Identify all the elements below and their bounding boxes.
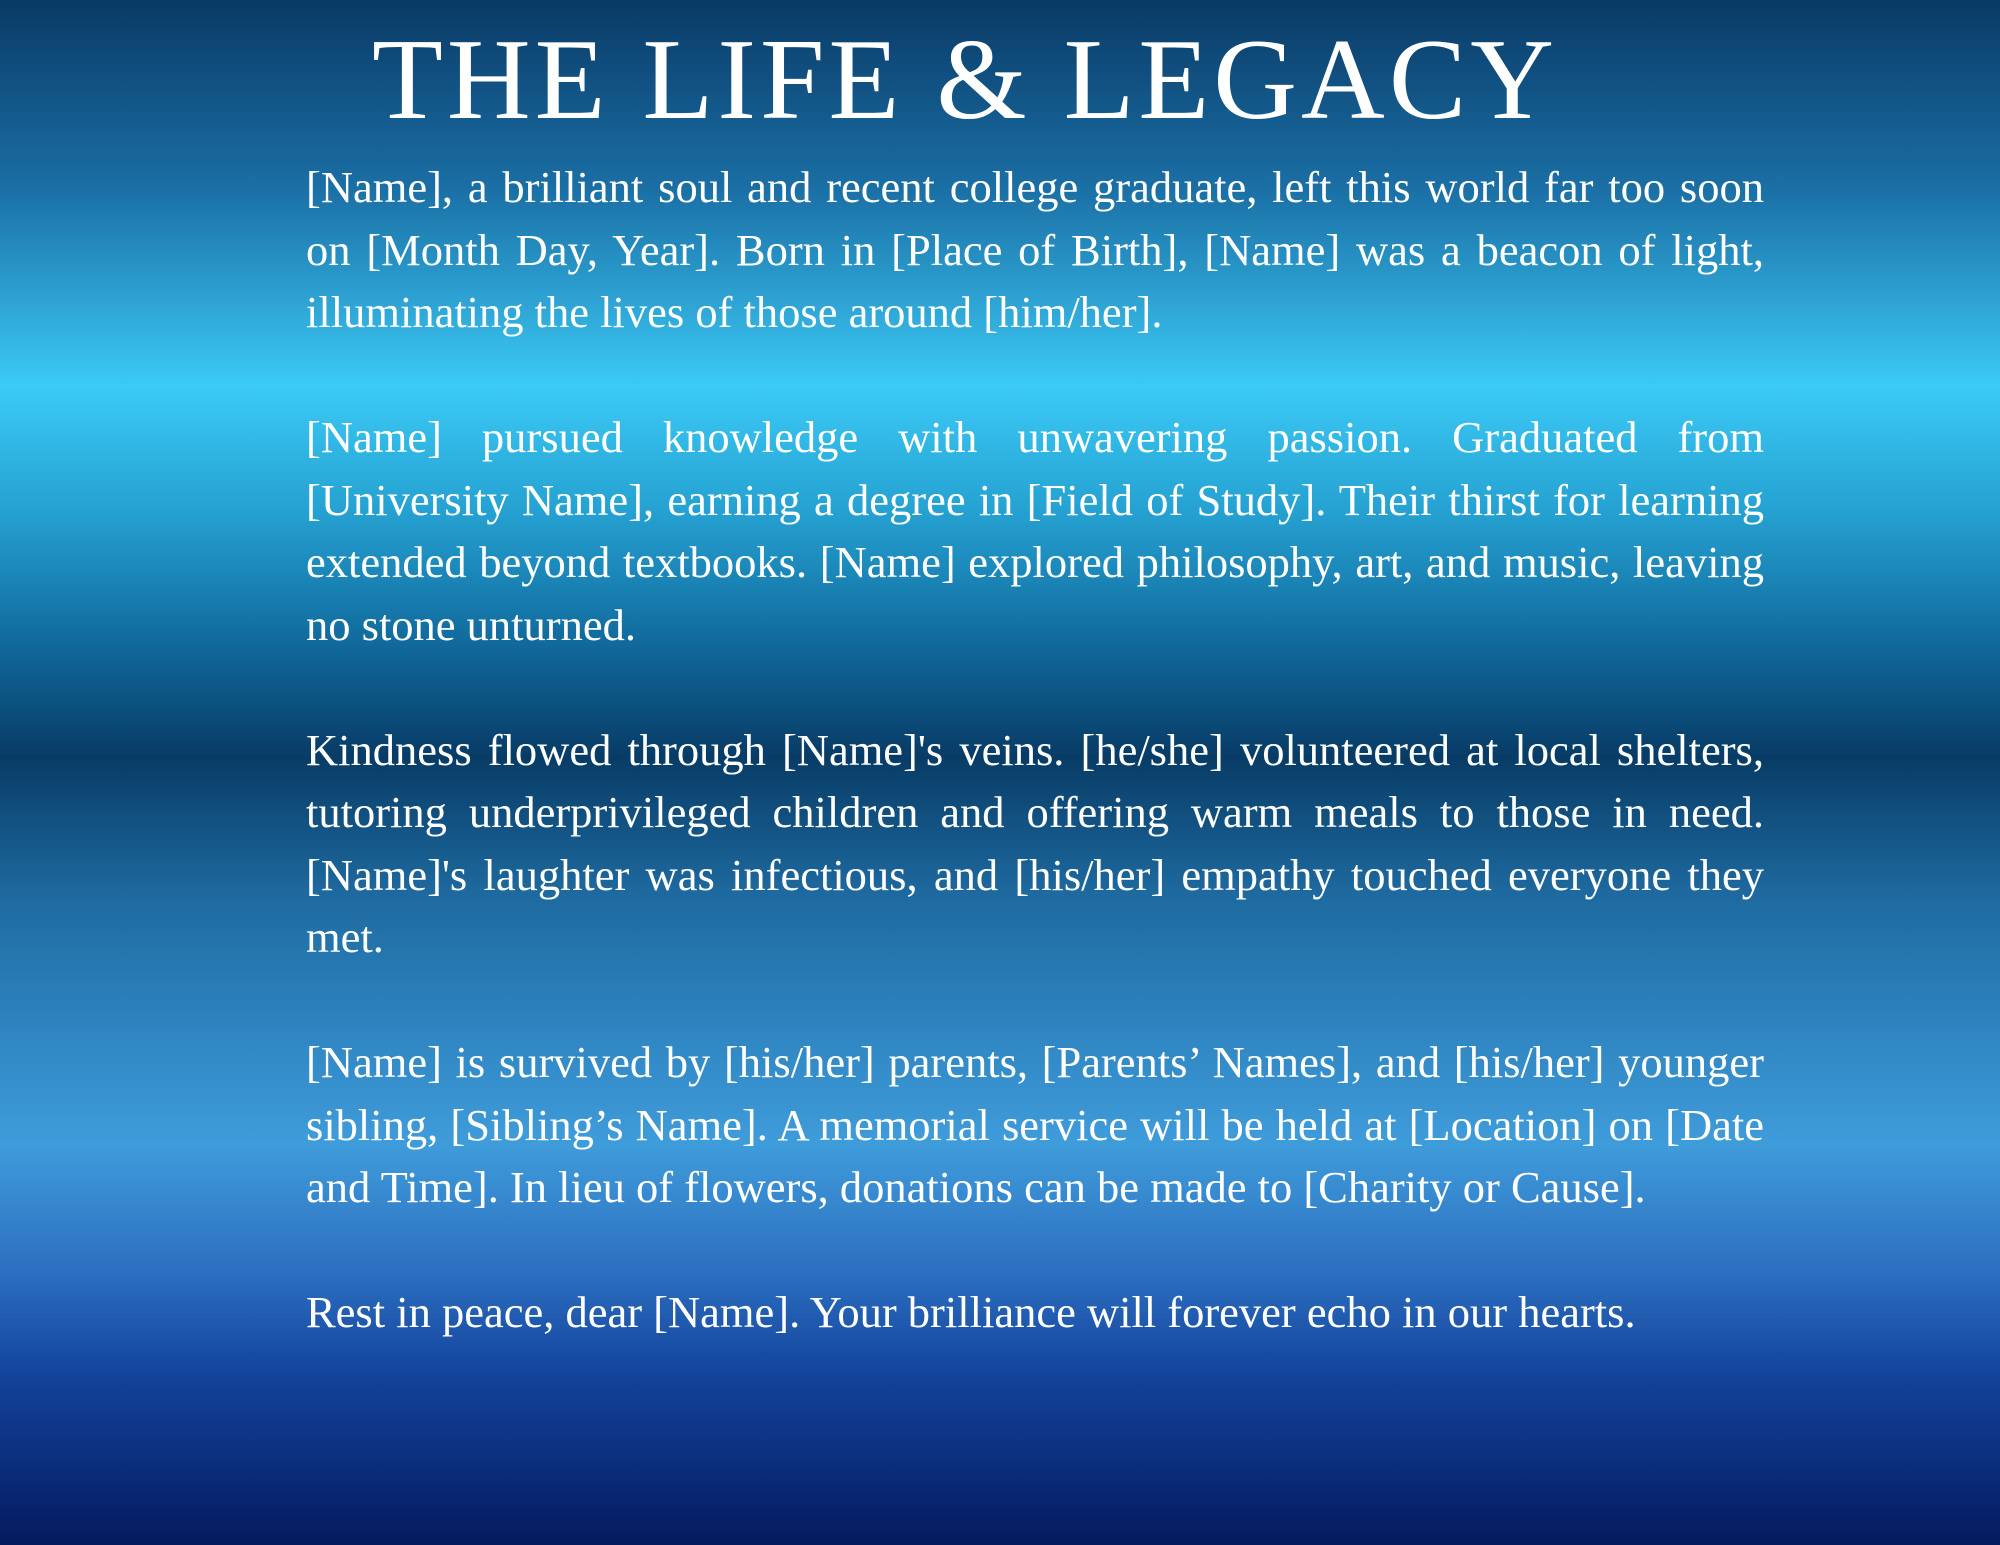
paragraph-introduction: [Name], a brilliant soul and recent college graduate, left this world far too soon on [Month Day, Year]. Born in [Place of Birth], [Name] was a beacon of light, illuminating the lives of those around [him/her]. <box>306 162 1764 337</box>
paragraph-closing: Rest in peace, dear [Name]. Your brilliance will forever echo in our hearts. <box>306 1287 1636 1337</box>
page-title: THE LIFE & LEGACY <box>372 16 1558 144</box>
paragraph-education: [Name] pursued knowledge with unwavering passion. Graduated from [University Name], earning a degree in [Field of Study]. Their thirst for learning extended beyond textbooks. [Name] explored philosophy, art, and music, leaving no stone unturned. <box>306 412 1764 650</box>
paragraph-survivors-and-service: [Name] is survived by [his/her] parents, [Parents’ Names], and [his/her] younger sibling, [Sibling’s Name]. A memorial service will be held at [Location] on [Date and Time]. In lieu of flowers, donations can be made to [Charity or Cause]. <box>306 1037 1764 1212</box>
obituary-body <box>306 156 1764 1344</box>
paragraph-kindness: Kindness flowed through [Name]'s veins. [he/she] volunteered at local shelters, tutoring underprivileged children and offering warm meals to those in need. [Name]'s laughter was infectious, and [his/her] empathy touched everyone they met. <box>306 724 1764 962</box>
